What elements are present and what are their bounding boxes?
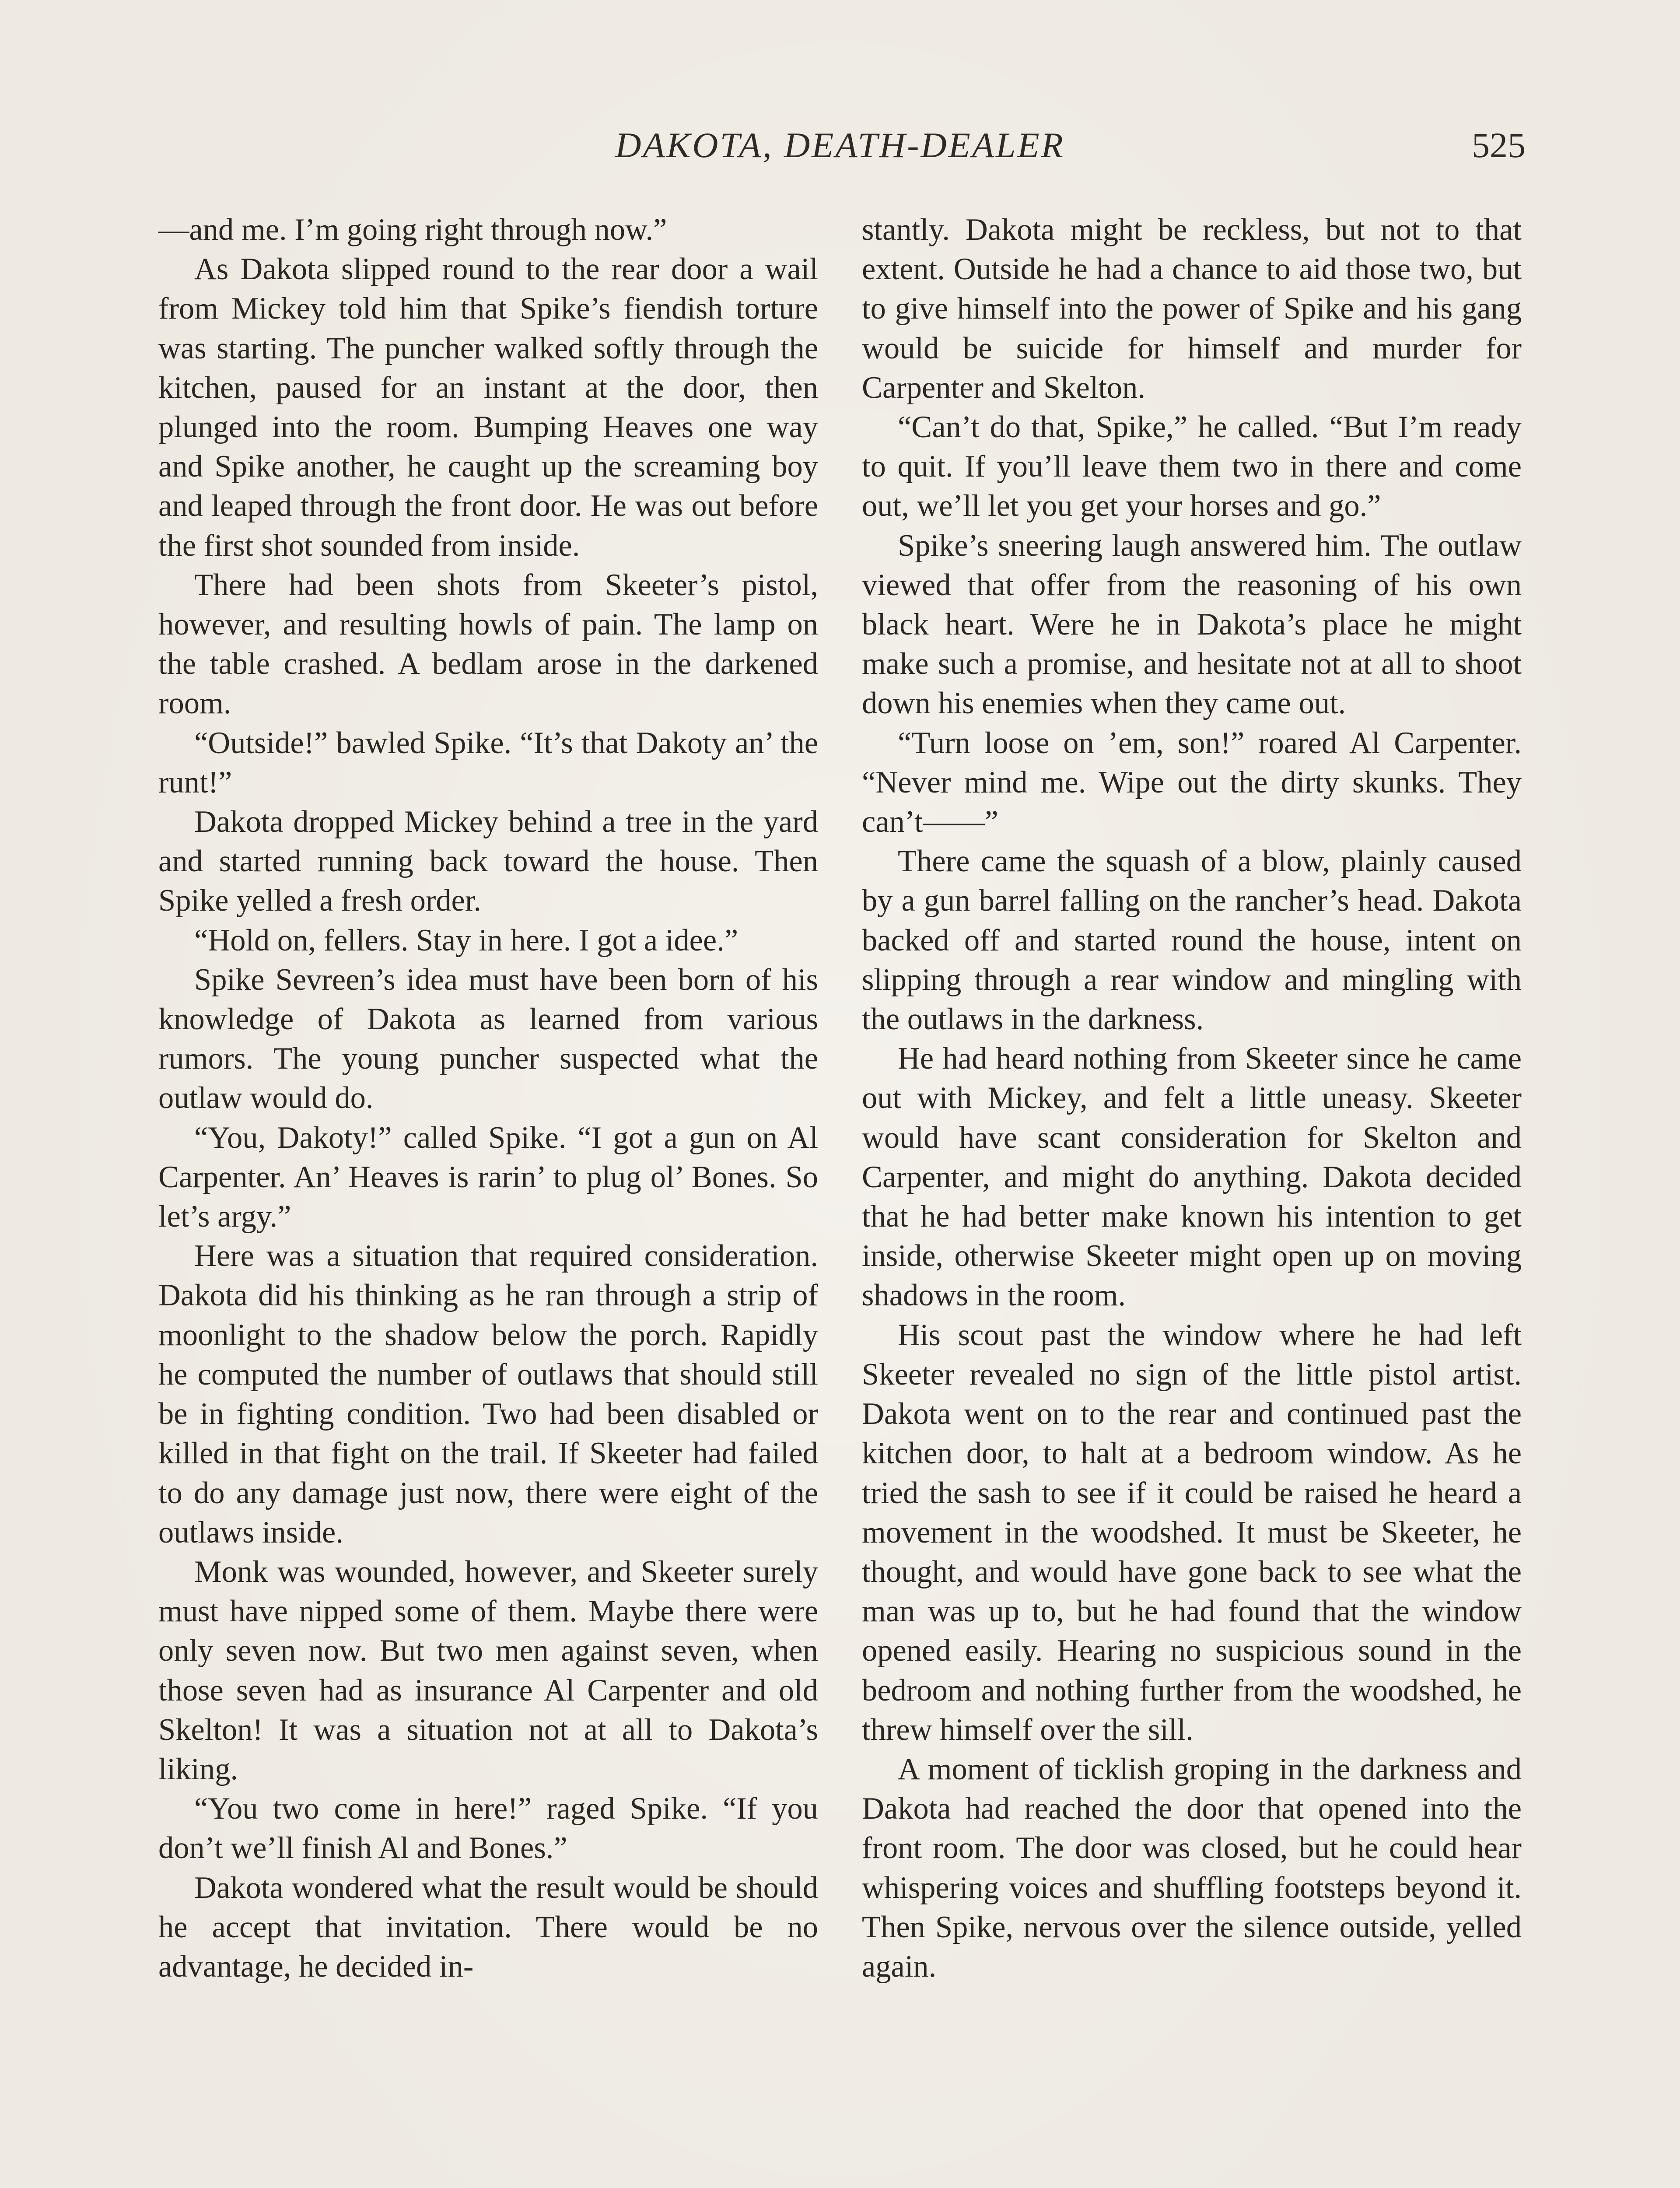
paragraph: Dakota wondered what the result would be should he accept that invitation. There would be no advantage, he decided in-: [158, 1870, 818, 1984]
paragraph: Monk was wounded, however, and Skeeter surely must have nipped some of them. Maybe there were only seven now. But two men against seven, when those seven had as insurance Al Carpenter and old Skelton! It was a situation not at all to Dakota’s liking.: [158, 1554, 818, 1786]
paragraph: Spike Sevreen’s idea must have been born of his knowledge of Dakota as learned from various rumors. The young puncher suspected what the outlaw would do.: [158, 962, 818, 1115]
running-title: DAKOTA, DEATH-DEALER: [615, 125, 1065, 165]
paragraph: “Turn loose on ’em, son!” roared Al Carpenter. “Never mind me. Wipe out the dirty skunks. They can’t——”: [862, 726, 1522, 839]
paragraph: “You two come in here!” raged Spike. “If you don’t we’ll finish Al and Bones.”: [158, 1792, 818, 1865]
paragraph: “Outside!” bawled Spike. “It’s that Dakoty an’ the runt!”: [158, 726, 818, 799]
paragraph: Spike’s sneering laugh answered him. The outlaw viewed that offer from the reasoning of his own black heart. Were he in Dakota’s place he might make such a promise, and hesitate not at all to shoot down his enemies when they came out.: [862, 528, 1522, 721]
paragraph: “Hold on, fellers. Stay in here. I got a idee.”: [194, 923, 738, 957]
paragraph: “Can’t do that, Spike,” he called. “But I’m ready to quit. If you’ll leave them two in there and come out, we’ll let you get your horses and go.”: [862, 410, 1522, 523]
paragraph: stantly. Dakota might be reckless, but not to that extent. Outside he had a chance to aid those two, but to give himself into the power of Spike and his gang would be suicide for himself and murder for Carpenter and Skelton.: [862, 213, 1522, 405]
right-text-column: [862, 210, 1522, 1986]
paragraph: Here was a situation that required consideration. Dakota did his thinking as he ran through a strip of moonlight to the shadow below the porch. Rapidly he computed the number of outlaws that should still be in fighting condition. Two had been disabled or killed in that fight on the trail. If Skeeter had failed to do any damage just now, there were eight of the outlaws inside.: [158, 1239, 818, 1550]
paragraph: His scout past the window where he had left Skeeter revealed no sign of the little pistol artist. Dakota went on to the rear and continued past the kitchen door, to halt at a bedroom window. As he tried the sash to see if it could be raised he heard a movement in the woodshed. It must be Skeeter, he thought, and would have gone back to see what the man was up to, but he had found that the window opened easily. Hearing no suspicious sound in the bedroom and nothing further from the woodshed, he threw himself over the sill.: [862, 1318, 1522, 1747]
left-text-column: [158, 210, 818, 1986]
paragraph: There came the squash of a blow, plainly caused by a gun barrel falling on the rancher’s head. Dakota backed off and started round the house, intent on slipping through a rear window and mingling with the outlaws in the darkness.: [862, 844, 1522, 1037]
paragraph: There had been shots from Skeeter’s pistol, however, and resulting howls of pain. The lamp on the table crashed. A bedlam arose in the darkened room.: [158, 568, 818, 721]
paragraph: He had heard nothing from Skeeter since he came out with Mickey, and felt a little uneasy. Skeeter would have scant consideration for Skelton and Carpenter, and might do anything. Dakota decided that he had better make known his intention to get inside, otherwise Skeeter might open up on moving shadows in the room.: [862, 1041, 1522, 1313]
paragraph: As Dakota slipped round to the rear door a wail from Mickey told him that Spike’s fiendish torture was starting. The puncher walked softly through the kitchen, paused for an instant at the door, then plunged into the room. Bumping Heaves one way and Spike another, he caught up the screaming boy and leaped through the front door. He was out before the first shot sounded from inside.: [158, 252, 818, 563]
paragraph: —and me. I’m going right through now.”: [158, 213, 667, 247]
paragraph: Dakota dropped Mickey behind a tree in the yard and started running back toward the house. Then Spike yelled a fresh order.: [158, 805, 818, 918]
page-number: 525: [1472, 125, 1526, 165]
paragraph: A moment of ticklish groping in the darkness and Dakota had reached the door that opened into the front room. The door was closed, but he could hear whispering voices and shuffling footsteps beyond it. Then Spike, nervous over the silence outside, yelled again.: [862, 1752, 1522, 1984]
paragraph: “You, Dakoty!” called Spike. “I got a gun on Al Carpenter. An’ Heaves is rarin’ to plug ol’ Bones. So let’s argy.”: [158, 1120, 818, 1234]
